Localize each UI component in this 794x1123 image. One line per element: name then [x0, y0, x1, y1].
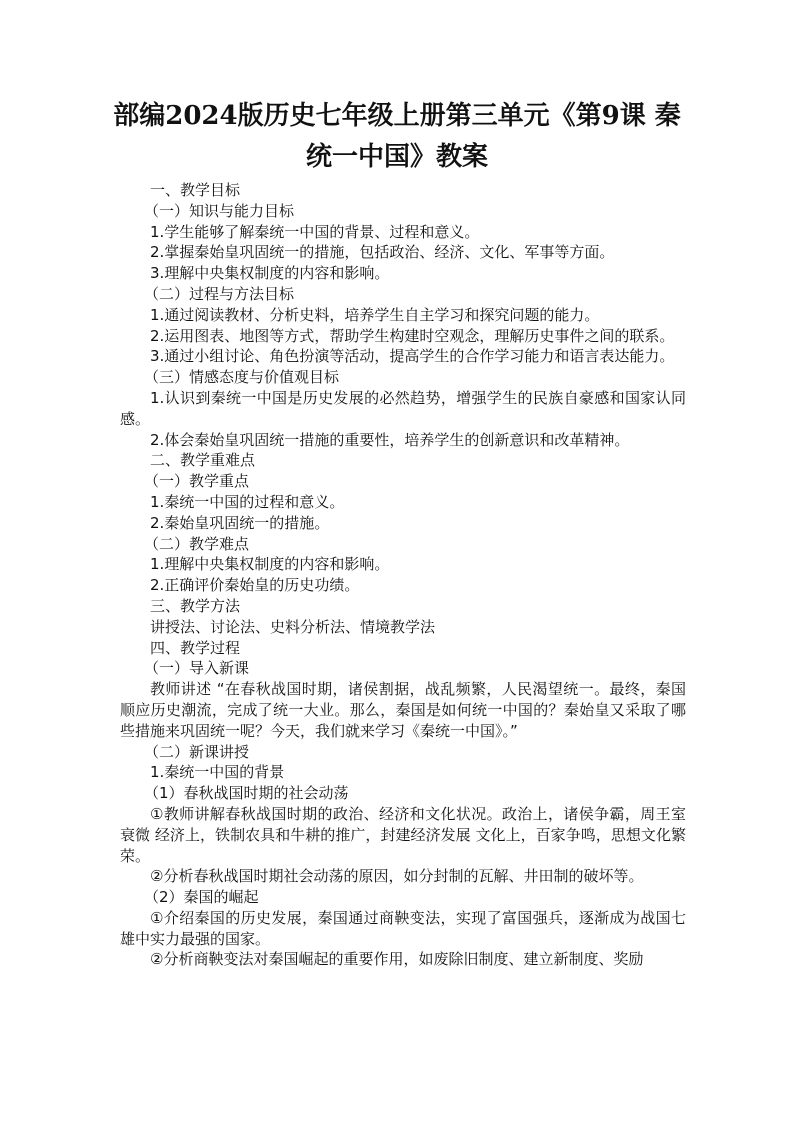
heading-teaching-process: 四、教学过程: [150, 638, 241, 657]
subheading-difficult-points: （二）教学难点: [144, 534, 250, 553]
paragraph: ①教师讲解春秋战国时期的政治、经济和文化状况。政治上，诸侯争霸，周王室衰微 经济上，铁制农具和牛耕的推广，封建经济发展 文化上，百家争鸣，思想文化繁荣。: [120, 804, 686, 865]
subheading-key-points: （一）教学重点: [144, 472, 250, 491]
list-item: 2.正确评价秦始皇的历史功绩。: [150, 576, 360, 595]
list-item: 3.理解中央集权制度的内容和影响。: [150, 264, 390, 283]
list-item: 1.理解中央集权制度的内容和影响。: [150, 555, 390, 574]
teaching-methods-text: 讲授法、讨论法、史料分析法、情境教学法: [150, 617, 436, 636]
list-item: 2.秦始皇巩固统一的措施。: [150, 513, 330, 532]
section-background: 1.秦统一中国的背景: [150, 763, 285, 782]
list-item: 2.运用图表、地图等方式，帮助学生构建时空观念，理解历史事件之间的联系。: [150, 326, 675, 345]
document-title-line-1: 部编2024版历史七年级上册第三单元《第9课 秦: [113, 101, 681, 131]
heading-teaching-objectives: 一、教学目标: [150, 181, 241, 199]
paragraph: ①介绍秦国的历史发展，秦国通过商鞅变法，实现了富国强兵，逐渐成为战国七雄中实力最强的国家。: [120, 908, 686, 948]
list-item: 3.通过小组讨论、角色扮演等活动，提高学生的合作学习能力和语言表达能力。: [150, 347, 675, 366]
subsection-social-turmoil: （1）春秋战国时期的社会动荡: [144, 784, 349, 803]
introduction-text: 教师讲述 “在春秋战国时期，诸侯割据，战乱频繁，人民渴望统一。最终，秦国顺应历史潮流，完成了统一大业。那么，秦国是如何统一中国的？秦始皇又采取了哪些措施来巩固统一呢？今天，我们就来学习《秦统一中国》。”: [120, 680, 686, 740]
document-body: [120, 180, 686, 970]
list-item: 1.通过阅读教材、分析史料，培养学生自主学习和探究问题的能力。: [150, 305, 600, 324]
list-item: 2.掌握秦始皇巩固统一的措施，包括政治、经济、文化、军事等方面。: [150, 243, 615, 262]
heading-key-difficult-points: 二、教学重难点: [150, 451, 256, 470]
subheading-process-method: （二）过程与方法目标: [144, 284, 295, 303]
subheading-new-lesson: （二）新课讲授: [144, 742, 250, 761]
document-title-line-2: 统一中国》教案: [305, 142, 488, 172]
list-item: 1.认识到秦统一中国是历史发展的必然趋势，增强学生的民族自豪感和国家认同感。: [120, 388, 686, 428]
heading-teaching-methods: 三、教学方法: [150, 596, 241, 615]
paragraph: ②分析春秋战国时期社会动荡的原因，如分封制的瓦解、井田制的破坏等。: [150, 867, 644, 886]
subsection-rise-of-qin: （2）秦国的崛起: [144, 888, 259, 907]
list-item: 2.体会秦始皇巩固统一措施的重要性，培养学生的创新意识和改革精神。: [150, 430, 630, 449]
subheading-introduction: （一）导入新课: [144, 659, 250, 678]
subheading-emotion-values: （三）情感态度与价值观目标: [144, 368, 340, 387]
list-item: 1.秦统一中国的过程和意义。: [150, 492, 345, 511]
paragraph: ②分析商鞅变法对秦国崛起的重要作用，如废除旧制度、建立新制度、奖励: [150, 950, 644, 969]
list-item: 1.学生能够了解秦统一中国的背景、过程和意义。: [150, 222, 480, 241]
subheading-knowledge-ability: （一）知识与能力目标: [144, 201, 295, 220]
